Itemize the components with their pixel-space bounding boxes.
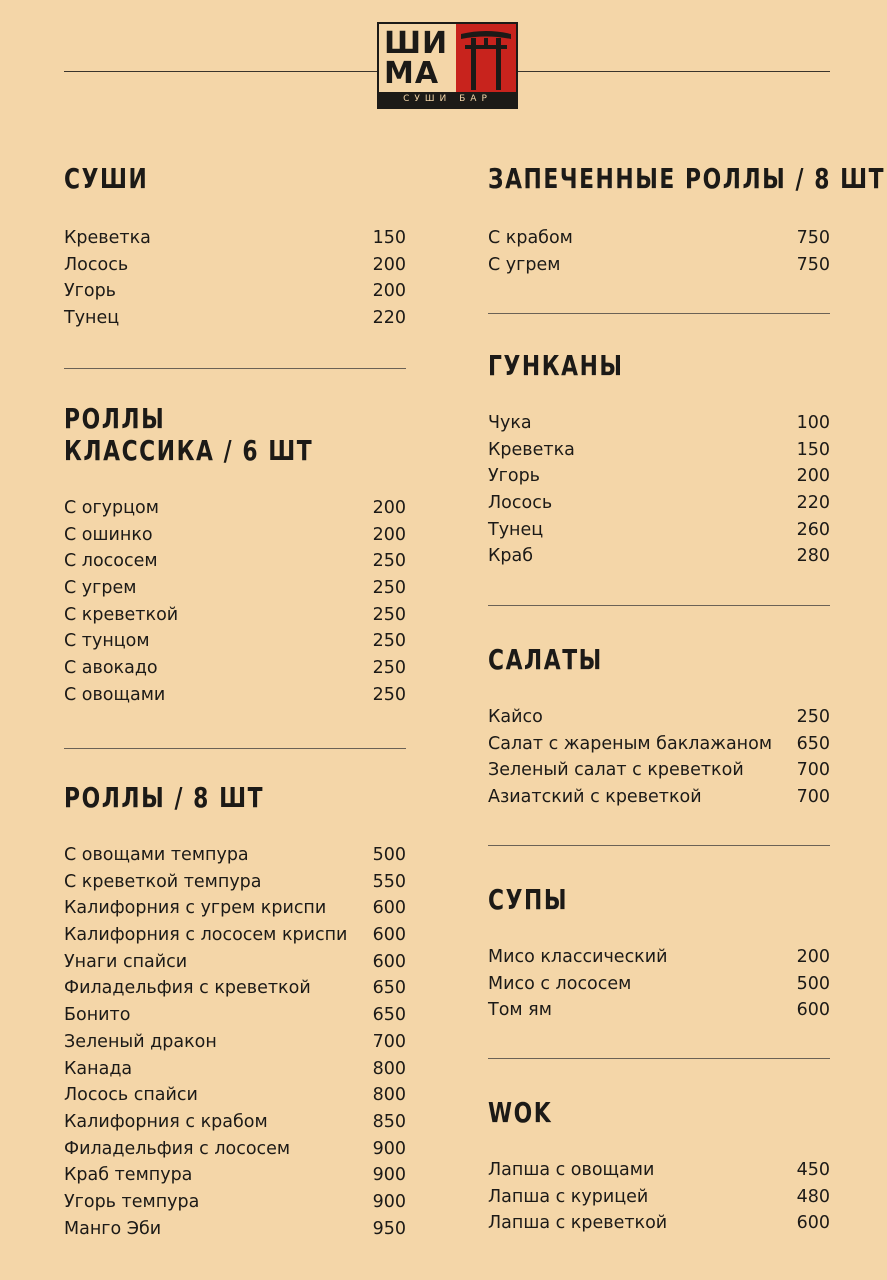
item-price: 700 [796,787,830,808]
item-name: Кайсо [488,707,543,727]
menu-item [488,252,830,279]
item-list [488,1157,830,1237]
section-title: САЛАТЫ [488,643,603,676]
item-name: Зеленый салат с креветкой [488,760,744,781]
section-divider [64,748,406,749]
menu-item [64,922,406,949]
logo-line-1: ШИ [384,26,449,61]
item-name: С овощами [64,684,166,705]
item-name: Калифорния с крабом [64,1111,268,1132]
item-name: Чука [488,413,532,433]
item-name: Лосось спайси [64,1085,198,1106]
menu-item [488,944,830,971]
item-price: 250 [372,551,406,572]
item-price: 100 [796,413,830,433]
item-name: С тунцом [64,631,150,652]
menu-item [488,410,830,437]
item-name: Угорь [64,281,116,302]
menu-item [64,548,406,575]
menu-item [64,1056,406,1083]
item-name: Канада [64,1058,133,1079]
item-price: 250 [372,658,406,679]
item-price: 600 [372,951,406,972]
item-price: 220 [372,308,406,329]
menu-item [488,784,830,811]
item-price: 450 [796,1160,830,1180]
item-price: 200 [796,947,830,967]
item-price: 150 [796,439,830,460]
section-title: ЗАПЕЧЕННЫЕ РОЛЛЫ / 8 ШТ [488,162,886,195]
menu-item [488,437,830,464]
item-price: 750 [796,254,830,275]
item-name: Том ям [488,1000,552,1021]
menu-item [488,517,830,544]
item-name: Лосось [488,493,553,514]
item-price: 600 [796,1213,830,1234]
item-name: С угрем [64,578,137,599]
item-price: 250 [796,707,830,727]
item-price: 700 [796,760,830,781]
item-name: Тунец [488,519,544,540]
item-name: С крабом [488,228,573,248]
item-price: 550 [372,871,406,892]
item-price: 200 [372,524,406,545]
menu-section-soups [488,883,830,1021]
menu-item [64,305,406,332]
menu-item [488,225,830,252]
menu-item [488,1210,830,1237]
menu-item [64,602,406,629]
menu-item [64,628,406,655]
item-price: 200 [372,254,406,275]
logo-wordmark [382,27,454,93]
item-price: 200 [796,466,830,487]
item-price: 750 [796,228,830,248]
section-title: СУШИ [64,162,149,195]
item-name: Бонито [64,1005,131,1026]
menu-item [64,1109,406,1136]
menu-section-baked-rolls [488,162,886,275]
menu-section-rolls-classic [64,402,406,705]
item-list [64,225,406,332]
item-price: 150 [372,228,406,248]
section-title: РОЛЛЫ / 8 ШТ [64,781,265,814]
menu-section-salads [488,643,830,808]
menu-item [488,1184,830,1211]
menu-item [64,1216,406,1243]
item-name: Креветка [488,439,575,460]
item-price: 950 [372,1218,406,1239]
item-name: Мисо классический [488,947,668,967]
item-name: Филадельфия с креветкой [64,978,311,999]
item-list [488,704,830,811]
item-price: 800 [372,1085,406,1106]
menu-item [64,1136,406,1163]
menu-item [488,757,830,784]
logo-caption: СУШИ БАР [379,92,516,107]
item-price: 900 [372,1138,406,1159]
section-title: СУПЫ [488,883,569,916]
menu-item [64,682,406,709]
menu-item [64,1002,406,1029]
item-name: Угорь [488,466,540,487]
item-name: Краб [488,546,534,567]
item-price: 650 [796,733,830,754]
item-name: Краб темпура [64,1165,193,1186]
item-price: 500 [372,845,406,865]
item-name: Лапша с креветкой [488,1213,668,1234]
item-price: 850 [372,1111,406,1132]
menu-item [64,522,406,549]
menu-item [64,975,406,1002]
menu-section-gunkan [488,349,830,567]
item-name: С креветкой [64,604,179,625]
item-price: 700 [372,1031,406,1052]
section-title: РОЛЛЫ КЛАССИКА / 6 ШТ [64,402,314,467]
item-name: Зеленый дракон [64,1031,217,1052]
item-name: Угорь темпура [64,1191,200,1212]
item-name: С креветкой темпура [64,871,262,892]
item-name: Тунец [64,308,120,329]
menu-item [488,704,830,731]
item-name: Салат с жареным баклажаном [488,733,773,754]
item-name: Калифорния с лососем криспи [64,925,348,946]
item-price: 600 [372,898,406,919]
menu-item [64,278,406,305]
menu-item [488,543,830,570]
item-list [64,495,406,709]
menu-item [64,225,406,252]
menu-section-rolls-8 [64,781,406,1239]
section-divider [488,845,830,846]
menu-item [64,1189,406,1216]
torii-gate-icon [456,24,516,94]
menu-item [488,971,830,998]
section-title: WOK [488,1096,553,1129]
item-price: 900 [372,1191,406,1212]
menu-item [488,731,830,758]
item-price: 260 [796,519,830,540]
item-name: С овощами темпура [64,845,249,865]
item-price: 200 [372,498,406,518]
header-rule-right [518,71,830,72]
item-name: С авокадо [64,658,158,679]
item-name: С угрем [488,254,561,275]
item-name: Креветка [64,228,151,248]
item-name: С ошинко [64,524,153,545]
item-price: 650 [372,1005,406,1026]
item-name: Мисо с лососем [488,973,632,994]
item-price: 800 [372,1058,406,1079]
menu-section-wok [488,1096,830,1234]
item-name: Лосось [64,254,129,275]
item-name: С огурцом [64,498,159,518]
menu-item [488,1157,830,1184]
section-title: ГУНКАНЫ [488,349,624,382]
item-name: Лапша с курицей [488,1186,649,1207]
logo-line-2: МА [384,56,440,91]
item-name: С лососем [64,551,158,572]
item-name: Азиатский с креветкой [488,787,702,808]
menu-item [64,655,406,682]
section-divider [488,605,830,606]
item-list [488,225,830,278]
item-price: 250 [372,604,406,625]
item-price: 500 [796,973,830,994]
menu-item [488,490,830,517]
item-price: 200 [372,281,406,302]
menu-item [64,869,406,896]
item-list [64,842,406,1242]
item-price: 480 [796,1186,830,1207]
menu-item [488,463,830,490]
item-list [488,944,830,1024]
menu-item [64,895,406,922]
item-price: 250 [372,631,406,652]
item-price: 600 [372,925,406,946]
item-price: 900 [372,1165,406,1186]
menu-item [64,1162,406,1189]
item-name: Унаги спайси [64,951,188,972]
menu-item [64,252,406,279]
menu-item [64,842,406,869]
item-price: 220 [796,493,830,514]
menu-item [64,575,406,602]
section-divider [488,1058,830,1059]
item-name: Калифорния с угрем криспи [64,898,327,919]
item-price: 250 [372,578,406,599]
menu-item [64,1029,406,1056]
item-list [488,410,830,570]
section-divider [64,368,406,369]
brand-logo [377,22,518,109]
item-price: 650 [372,978,406,999]
section-divider [488,313,830,314]
item-name: Лапша с овощами [488,1160,655,1180]
header-rule-left [64,71,377,72]
item-name: Манго Эби [64,1218,162,1239]
item-price: 280 [796,546,830,567]
menu-section-sushi [64,162,406,329]
menu-item [488,997,830,1024]
menu-item [64,1082,406,1109]
item-name: Филадельфия с лососем [64,1138,291,1159]
item-price: 600 [796,1000,830,1021]
menu-item [64,949,406,976]
menu-item [64,495,406,522]
item-price: 250 [372,684,406,705]
